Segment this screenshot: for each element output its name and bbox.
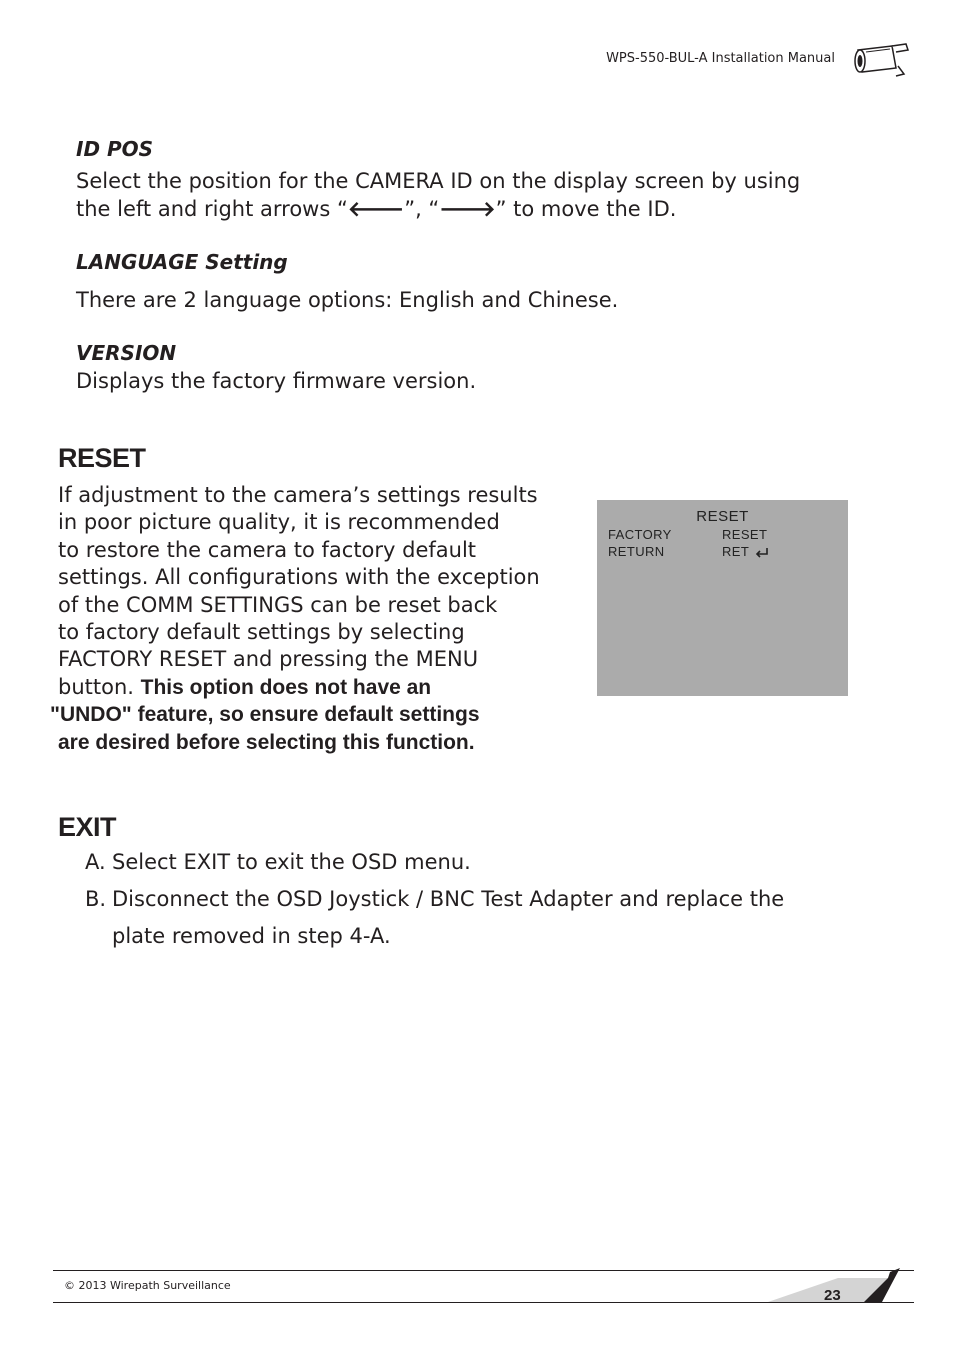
osd-reset-screen [597, 500, 848, 696]
step-text: Select EXIT to exit the OSD menu. [112, 850, 471, 874]
exit-step-a [85, 850, 471, 874]
osd-title: RESET [696, 508, 749, 525]
reset-line: of the COMM SETTINGS can be reset back [58, 592, 498, 617]
reset-line: If adjustment to the camera’s settings results [58, 483, 538, 507]
osd-row-value-wrap [722, 544, 769, 559]
reset-warning-1: This option does not have an [140, 675, 432, 699]
reset-line: settings. All configurations with the exception [58, 565, 540, 590]
reset-line-last [58, 674, 540, 701]
right-arrow-icon: 🡒 [439, 197, 496, 221]
id-pos-line-2-post: ” to move the ID. [495, 197, 677, 221]
osd-row-label: FACTORY [608, 527, 672, 542]
exit-heading: EXIT [58, 812, 117, 842]
id-pos-line-2-pre: the left and right arrows “ [76, 197, 348, 221]
reset-warning-3: are desired before selecting this function. [58, 730, 475, 754]
osd-row-value: RET [722, 544, 750, 559]
id-pos-line-2-mid: ”, “ [404, 197, 440, 221]
reset-line: in poor picture quality, it is recommended [58, 510, 500, 535]
reset-line: FACTORY RESET and pressing the MENU [58, 647, 479, 672]
version-text: Displays the factory firmware version. [76, 369, 477, 393]
id-pos-heading: ID POS [76, 137, 154, 161]
language-text: There are 2 language options: English and Chinese. [76, 288, 619, 312]
id-pos-line-1: Select the position for the CAMERA ID on the display screen by using [76, 169, 801, 193]
step-marker: A. [85, 850, 106, 874]
reset-line: to factory default settings by selecting [58, 619, 465, 644]
security-camera-icon [852, 40, 910, 80]
manual-title: WPS-550-BUL-A Installation Manual [606, 51, 835, 66]
osd-row-return [608, 544, 750, 559]
step-marker: B. [85, 887, 107, 911]
exit-step-b-continued: plate removed in step 4-A. [112, 924, 391, 948]
step-text: Disconnect the OSD Joystick / BNC Test Adapter and replace the [112, 887, 785, 911]
language-heading: LANGUAGE Setting [76, 250, 288, 274]
exit-step-b [85, 887, 784, 911]
reset-warning-2: "UNDO" feature, so ensure default settings [50, 703, 480, 727]
left-arrow-icon: 🡐 [347, 197, 405, 221]
reset-last-normal: button. [58, 674, 141, 699]
reset-heading: RESET [58, 443, 146, 473]
osd-row-label: RETURN [608, 544, 665, 559]
reset-paragraph [50, 482, 540, 756]
reset-line: to restore the camera to factory default [58, 537, 477, 562]
osd-row-factory [608, 527, 768, 542]
version-heading: VERSION [76, 341, 177, 365]
enter-return-icon [755, 547, 769, 559]
copyright-notice: © 2013 Wirepath Surveillance [64, 1279, 231, 1292]
id-pos-line-2 [76, 195, 676, 223]
page-number: 23 [824, 1287, 841, 1304]
osd-row-value: RESET [722, 527, 768, 542]
